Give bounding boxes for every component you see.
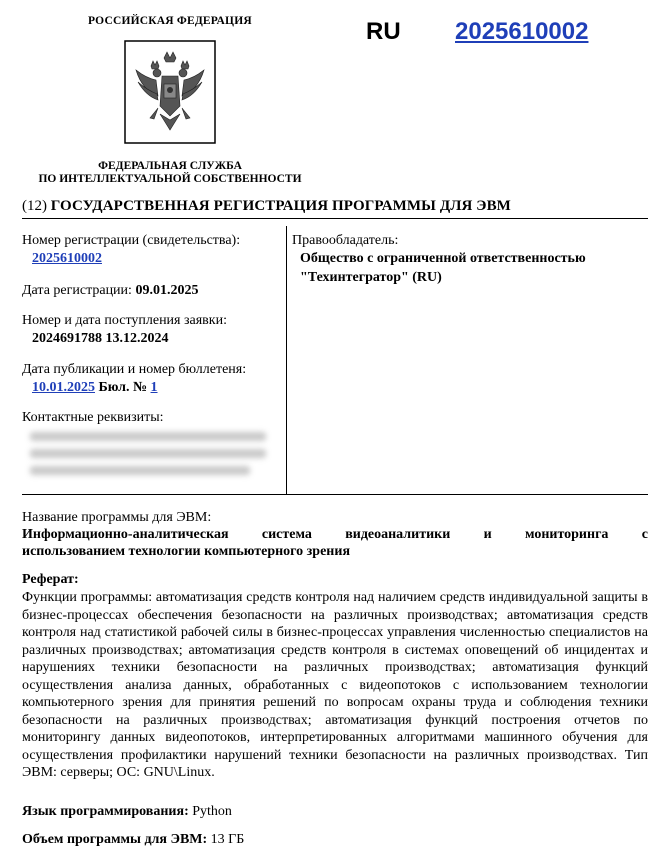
publication-date-link[interactable]: 10.01.2025 bbox=[32, 380, 95, 395]
language-label: Язык программирования: bbox=[22, 804, 189, 819]
divider-vertical bbox=[286, 226, 287, 494]
reg-number-link[interactable]: 2025610002 bbox=[32, 251, 102, 266]
program-name-line-2: использованием технологии компьютерного зрения bbox=[22, 544, 351, 559]
divider-top bbox=[22, 218, 648, 219]
program-name-word: видеоаналитики bbox=[345, 527, 451, 542]
contacts-redacted bbox=[30, 432, 270, 475]
contacts-label: Контактные реквизиты: bbox=[22, 410, 164, 425]
reg-date-row bbox=[22, 283, 198, 299]
holder-label: Правообладатель: bbox=[292, 233, 399, 248]
program-name-word: Информационно-аналитическая bbox=[22, 527, 229, 542]
size-value: 13 ГБ bbox=[210, 832, 245, 847]
agency-name bbox=[30, 160, 310, 186]
application-value: 2024691788 13.12.2024 bbox=[32, 331, 169, 346]
publication-row bbox=[32, 380, 158, 396]
abstract-text: Функции программы: автоматизация средств контроля над наличием средств индивидуальной защиты в бизнес-процессах обеспечения безопасности на различных производствах; автоматизация средств контроля над статистикой рабочей силы в бизнес-процессах управления численностью специалистов на различных производствах; автоматизация средств контроля в системах оповещений об инцидентах и нарушениях техники безопасности на различных производствах; автоматизация функций осуществления анализа данных, обработанных с видеопотоков с использованием технологии компьютерного зрения для принятия решений по вопросам охраны труда и соблюдения техники безопасности на различных производствах; автоматизация функций построения отчетов по мониторингу данных видеопотоков, интерпретированных алгоритмами машинного обучения для осуществления профилактики нарушений техники безопасности на различных производствах. Тип ЭВМ: серверы; ОС: GNU\Linux. bbox=[22, 590, 648, 780]
country-code: RU bbox=[366, 18, 401, 45]
program-name-label: Название программы для ЭВМ: bbox=[22, 510, 212, 525]
language-value: Python bbox=[192, 804, 232, 819]
size-label: Объем программы для ЭВМ: bbox=[22, 832, 208, 847]
bulletin-prefix: Бюл. № bbox=[98, 380, 148, 395]
publication-label: Дата публикации и номер бюллетеня: bbox=[22, 362, 247, 377]
heading-code: (12) bbox=[22, 198, 47, 214]
abstract-label: Реферат: bbox=[22, 572, 79, 587]
redacted-line bbox=[30, 449, 266, 458]
size-row bbox=[22, 832, 244, 848]
divider-bottom bbox=[22, 494, 648, 495]
agency-line-2: ПО ИНТЕЛЛЕКТУАЛЬНОЙ СОБСТВЕННОСТИ bbox=[38, 173, 302, 185]
application-label: Номер и дата поступления заявки: bbox=[22, 313, 227, 328]
agency-line-1: ФЕДЕРАЛЬНАЯ СЛУЖБА bbox=[98, 160, 242, 172]
reg-number-label: Номер регистрации (свидетельства): bbox=[22, 233, 241, 248]
redacted-line bbox=[30, 432, 266, 441]
program-name-word: мониторинга bbox=[524, 527, 609, 542]
reg-date-label: Дата регистрации: bbox=[22, 283, 132, 298]
program-name-word: система bbox=[261, 527, 312, 542]
heading-text: ГОСУДАРСТВЕННАЯ РЕГИСТРАЦИЯ ПРОГРАММЫ ДЛЯ ЭВМ bbox=[50, 198, 511, 214]
coat-of-arms-emblem bbox=[124, 40, 216, 144]
redacted-line bbox=[30, 466, 250, 475]
holder-line-2: "Техинтегратор" (RU) bbox=[300, 270, 442, 285]
holder-line-1: Общество с ограниченной ответственностью bbox=[300, 251, 586, 266]
document-heading bbox=[22, 198, 511, 215]
program-name-word: с bbox=[641, 527, 648, 542]
program-name-word: и bbox=[483, 527, 492, 542]
bulletin-number-link[interactable]: 1 bbox=[150, 380, 158, 395]
country-name: РОССИЙСКАЯ ФЕДЕРАЦИЯ bbox=[88, 15, 252, 27]
reg-date-value: 09.01.2025 bbox=[135, 283, 199, 298]
program-name-line-1 bbox=[22, 527, 648, 543]
language-row bbox=[22, 804, 232, 820]
document-number-link[interactable]: 2025610002 bbox=[455, 18, 589, 45]
